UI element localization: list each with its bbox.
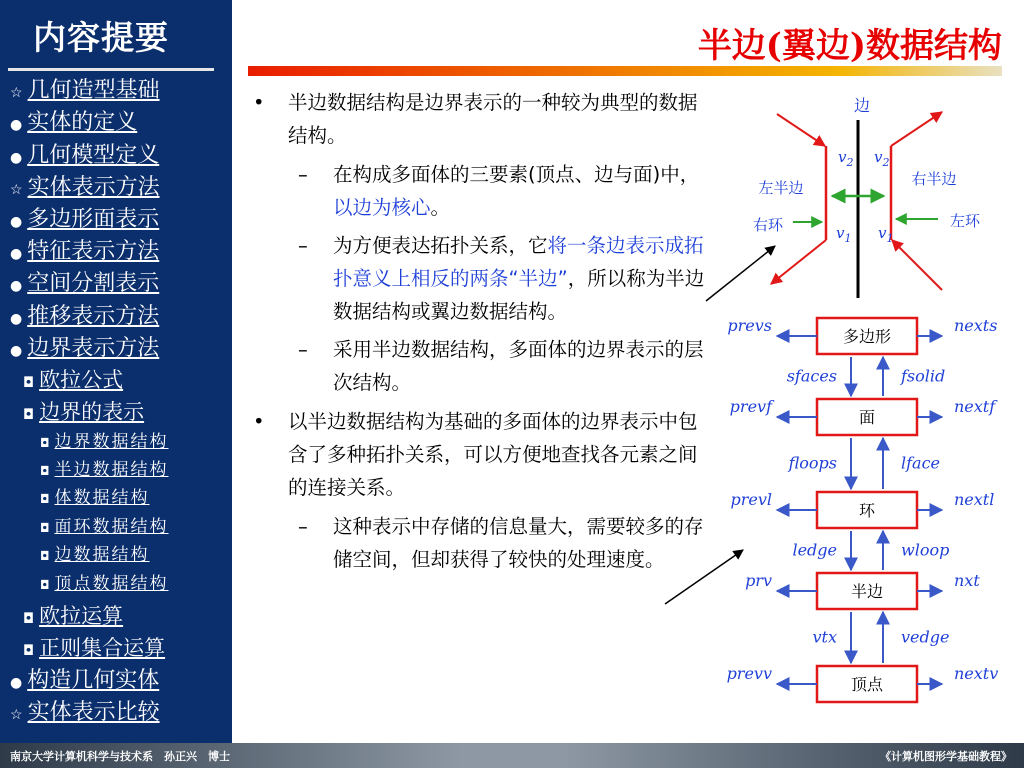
footer-bar (0, 743, 1024, 768)
footer-course: 《计算机图形学基础教程》 (880, 750, 1012, 763)
right-halfedge-arrow (891, 112, 942, 146)
vertex-letter: v (878, 224, 887, 242)
vertex-letter: v (838, 148, 847, 166)
up-pointer-label: vedge (901, 627, 950, 647)
nav-label: 空间分割表示 (27, 271, 160, 296)
node-label: 半边 (850, 582, 884, 601)
dash-mark: – (298, 338, 308, 361)
node-label: 面 (858, 408, 876, 427)
vertex-subscript: 1 (886, 232, 894, 245)
nav-bullet: ● (10, 150, 23, 166)
left-halfedge-arrow (771, 240, 826, 284)
nav-label: 欧拉运算 (39, 604, 124, 628)
dash-mark: – (298, 515, 308, 538)
nav-bullet: ◘ (40, 436, 52, 450)
nav-label: 边界数据结构 (54, 432, 169, 452)
paragraph-text: ，所以称为半边数据结构或翼边数据结构。 (333, 267, 705, 323)
highlight-text: 以边为核心 (333, 196, 431, 219)
up-pointer-label: lface (901, 453, 941, 473)
nav-bullet: ◘ (40, 549, 52, 563)
bullet-mark: • (253, 410, 265, 433)
nav-bullet: ● (10, 675, 23, 691)
nav-bullet: ● (10, 246, 23, 262)
prev-pointer-label: prevl (730, 490, 772, 509)
next-pointer-label: nextf (954, 397, 996, 416)
vertex-v2-left (838, 148, 853, 169)
nav-label: 边界表示方法 (27, 336, 160, 361)
pointer-arrow (706, 246, 775, 301)
nav-bullet: ☆ (10, 707, 23, 723)
nav-label: 边数据结构 (54, 545, 150, 565)
paragraph-text: 以半边数据结构为基础的多面体的边界表示中包含了多种拓扑关系，可以方便地查找各元素之间的连接关系。 (288, 410, 698, 499)
next-pointer-label: nexts (954, 316, 998, 335)
nav-label: 几何模型定义 (27, 143, 160, 168)
nav-label: 推移表示方法 (27, 304, 160, 329)
next-pointer-label: nextv (954, 664, 999, 683)
nav-bullet: ◘ (23, 643, 35, 659)
right-halfedge-arrow (892, 240, 942, 290)
vertex-subscript: 2 (846, 156, 854, 169)
nav-bullet: ● (10, 343, 23, 359)
nav-bullet: ◘ (23, 611, 35, 627)
prev-pointer-label: prevs (727, 316, 772, 335)
node-label: 环 (858, 501, 876, 520)
vertex-letter: v (836, 224, 845, 242)
nav-label: 顶点数据结构 (54, 574, 169, 594)
nav-label: 多边形面表示 (27, 207, 160, 232)
left-halfedge-arrow (777, 114, 825, 146)
vertex-v2-right (874, 148, 889, 169)
nav-bullet: ◘ (40, 578, 52, 592)
vertex-subscript: 2 (882, 156, 890, 169)
nav-label: 体数据结构 (54, 488, 150, 508)
nav-label: 特征表示方法 (27, 239, 160, 264)
nav-bullet: ● (10, 117, 23, 133)
right-loop-label: 右环 (752, 216, 784, 234)
down-pointer-label: floops (788, 453, 837, 473)
pointer-arrow (665, 550, 743, 604)
nav-bullet: ● (10, 214, 23, 230)
node-label: 顶点 (850, 675, 884, 694)
paragraph-text: 在构成多面体的三要素(顶点、边与面)中， (333, 163, 700, 186)
nav-bullet: ◘ (23, 407, 35, 423)
paragraph-text: 。 (430, 196, 451, 219)
nav-label: 实体表示方法 (27, 175, 160, 200)
next-pointer-label: nextl (954, 490, 995, 509)
prev-pointer-label: prevv (726, 664, 772, 683)
nav-bullet: ☆ (10, 182, 23, 198)
next-pointer-label: nxt (954, 571, 980, 590)
left-loop-label: 左环 (949, 212, 981, 230)
nav-label: 面环数据结构 (54, 517, 169, 537)
vertex-subscript: 1 (844, 232, 852, 245)
right-halfedge-label: 右半边 (911, 170, 957, 188)
dash-mark: – (298, 163, 308, 186)
down-pointer-label: vtx (812, 627, 837, 647)
vertex-v1-left (836, 224, 851, 245)
edge-label: 边 (853, 96, 871, 115)
prev-pointer-label: prevf (729, 397, 772, 416)
nav-bullet: ☆ (10, 85, 23, 101)
nav-bullet: ◘ (40, 464, 52, 478)
nav-label: 几何造型基础 (27, 78, 160, 103)
up-pointer-label: fsolid (901, 366, 946, 386)
nav-bullet: ◘ (40, 521, 52, 535)
nav-label: 欧拉公式 (39, 368, 124, 392)
nav-bullet: ● (10, 278, 23, 294)
paragraph-text: 为方便表达拓扑关系，它 (333, 234, 548, 257)
bullet-mark: • (253, 91, 265, 114)
nav-label: 实体的定义 (27, 110, 138, 135)
nav-label: 正则集合运算 (39, 636, 166, 660)
footer-author: 南京大学计算机科学与技术系 孙正兴 博士 (10, 750, 230, 763)
nav-label: 半边数据结构 (54, 460, 169, 480)
paragraph-text: 半边数据结构是边界表示的一种较为典型的数据结构。 (288, 91, 698, 147)
node-label: 多边形 (842, 327, 892, 346)
paragraph-text: 采用半边数据结构，多面体的边界表示的层次结构。 (333, 338, 704, 394)
hierarchy-chain (727, 316, 999, 702)
down-pointer-label: sfaces (786, 366, 837, 386)
vertex-letter: v (874, 148, 883, 166)
nav-label: 边界的表示 (39, 400, 145, 424)
nav-bullet: ◘ (40, 492, 52, 506)
nav-label: 构造几何实体 (27, 668, 160, 693)
left-halfedge-label: 左半边 (758, 179, 804, 197)
page-title: 半边(翼边)数据结构 (697, 26, 1002, 66)
nav-label: 实体表示比较 (27, 700, 160, 725)
sidebar-title: 内容提要 (33, 18, 169, 57)
prev-pointer-label: prv (745, 571, 772, 590)
up-pointer-label: wloop (901, 540, 950, 560)
down-pointer-label: ledge (792, 540, 837, 560)
highlight-text: 将一条边表示成拓扑意义上相反的两条“半边” (333, 234, 704, 290)
dash-mark: – (298, 234, 308, 257)
paragraph-text: 这种表示中存储的信息量大，需要较多的存储空间，但却获得了较快的处理速度。 (333, 515, 704, 571)
nav-bullet: ● (10, 311, 23, 327)
nav-bullet: ◘ (23, 375, 35, 391)
